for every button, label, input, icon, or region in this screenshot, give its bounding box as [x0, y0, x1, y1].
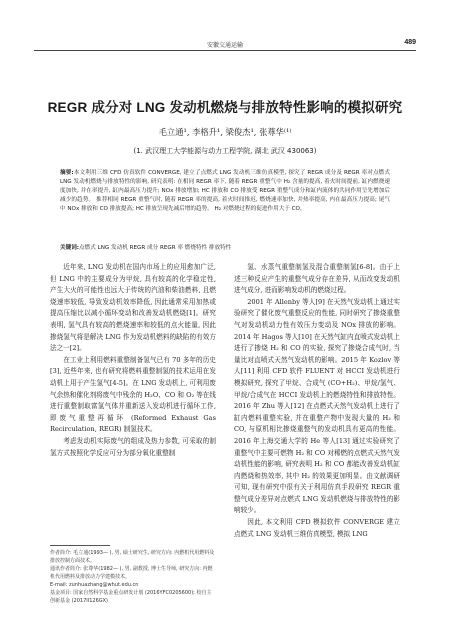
header-rule: [34, 50, 416, 51]
abstract: [60, 169, 390, 214]
keywords-text: 点燃式 LNG 发动机 REGR 成分 REGR 率 燃烧特性 排放特性: [79, 245, 232, 251]
paragraph: 因此, 本文利用 CFD 模拟软件 CONVERGE 建立点燃式 LNG 发动机三维仿真模型, 模拟 LNG: [234, 518, 400, 538]
body-column-right: [234, 262, 400, 540]
keywords: [60, 243, 390, 251]
footnote-corresponding-author: 通讯作者简介: 张尊华(1982— ), 男, 副教授, 博士生导师, 研究方向: 内燃机代用燃料及排放动力学建模技术。: [50, 566, 213, 580]
journal-name: 安徽交通运输: [206, 42, 243, 49]
paper-title: REGR 成分对 LNG 发动机燃烧与排放特性影响的模拟研究: [47, 100, 403, 115]
footnote-funding: 基金项目: 国家自然科学基金重点研发计划 (2016YFC0205600); 校自主创新基金 (2017II126GX): [50, 590, 212, 604]
keywords-label: 关键词:: [60, 245, 80, 251]
page-number: 489: [404, 39, 416, 46]
footnote-email: E-mail: zunhuazhang@whut.edu.cn: [50, 582, 139, 588]
footnote-author-bio: 作者简介: 毛立通(1993— ), 男, 硕士研究生, 研究方向: 内燃机代用燃料及排放控制方面技术。: [50, 550, 215, 564]
footnotes: [50, 549, 216, 605]
running-header: [34, 40, 416, 52]
paragraph: 近年来, LNG 发动机在国内市场上的应用愈加广泛, 但 LNG 中的主要成分为甲烷, 具有较高的化学稳定性, 产生大火的可能性也远大于传统的汽油和柴油燃料, 且燃烧速率较低, 导致发动机效率降低, 因此通常采用加热或提高压缩比以减小循环变动和改善发动机燃烧[1]。研究表明, 氢气具有较高的燃烧速率和较低的点火能量, 因此掺烧氢气将是解决 LNG 作为发动机燃料的缺陷的有效方法之一[2]。: [50, 263, 216, 353]
body-column-left: [50, 262, 216, 459]
paragraph: 氢、水蒸气重整制氢及混合重整制氢[6-8]。由于上述三种反应产生的重整气成分存在差异, 从而改变发动机进气成分, 进而影响发动机的燃烧过程。: [234, 263, 400, 295]
abstract-text: 本文利用三维 CFD 仿真软件 CONVERGE, 建立了点燃式 LNG 发动机三维仿真模型, 探究了 REGR 成分及 REGR 率对点燃式 LNG 发动机燃烧与排放特性的影响, 研究表明: 在相同 REGR 率下, 随着 REGR 重整气中 H₂ 含量的提高, 着火时间提前, 缸内燃烧速度加快, 并在率提升, 缸内最高压力提升; NOx 排放增加; HC 排放和 CO 排放受 REGR 重整气成分和缸内流体的共同作用呈先增加后减少的趋势。 推荐相同 REGR 重整气时, 随着 REGR 率的提高, 着火时间推迟, 燃烧速率加快, 并热率提高, 内在最高压力提高; 尾气中 NOx 排放和 CO 排放提高; HC 排放呈现先减后增的趋势。 H₂ 对燃烧过程的促进作用大于 CO。: [60, 170, 390, 212]
paragraph: 考虑发动机实际废气的组成及热力参数, 可采取的制氢方式按照化学反应可分为部分氧化重整制: [50, 436, 216, 457]
author-list: 毛立通¹, 李格升¹, 梁俊杰¹, 张尊华⁽¹⁾: [158, 127, 292, 137]
footnote-rule: [50, 545, 110, 546]
affiliation: (1. 武汉理工大学能源与动力工程学院, 湖北 武汉 430063): [133, 147, 317, 155]
paragraph: 2001 年 Allenby 等人[9] 在天然气发动机上通过实验研究了催化废气重整反应的性能, 同时研究了掺烧重整气对发动机动力性有效压力变动及 NOx 排放的影响。2014 年 Hagos 等人[10] 在天然气缸内直喷式发动机上进行了掺烧 H₂ 和 CO 的实验, 探究了掺烧合成气时, 当量比对直喷式天然气发动机的影响。2015 年 Kozlov 等人[11] 利用 CFD 软件 FLUENT 对 HCCI 发动机进行模拟研究, 探究了甲烷、合成气 (CO+H₂)、甲烷/氢气、甲烷/合成气在 HCCI 发动机上的燃烧特性和排放特性。2016 年 Zhu 等人[12] 在点燃式天然气发动机上进行了缸内燃料重整实验, 并在重整产物中发现大量的 H₂ 和 CO, 与原机相比掺烧重整气的发动机具有更高的性能。2016 年上海交通大学的 He 等人[13] 通过实验研究了重整气中主要可燃物 H₂ 和 CO 对稀燃的点燃式天然气发动机性能的影响, 研究表明 H₂ 和 CO 都能改善发动机缸内燃烧和热效率, 其中 H₂ 的效果更加明显。由文献调研可知, 现有研究中很有关于利用仿真手段研究 REGR 重整气成分差异对点燃式 LNG 发动机燃烧与排放特性的影响较少。: [234, 297, 400, 515]
paragraph: 在工业上利用燃料重整制备氢气已有 70 多年的历史[3], 近些年来, 也有研究将燃料重整制氢的技术运用在发动机上用于产生氢气[4-5]。在 LNG 发动机上, 可利用废气余热和催化剂将废气中残余的 H₂O、CO 和 O₂ 等在线进行重整制取富氢气体并重新送入发动机进行循环工作, 即废气重整再循环 (Reformed Exhaust Gas Recirculation, REGR) 制氢技术。: [50, 355, 216, 434]
abstract-label: 摘要:: [60, 170, 74, 176]
